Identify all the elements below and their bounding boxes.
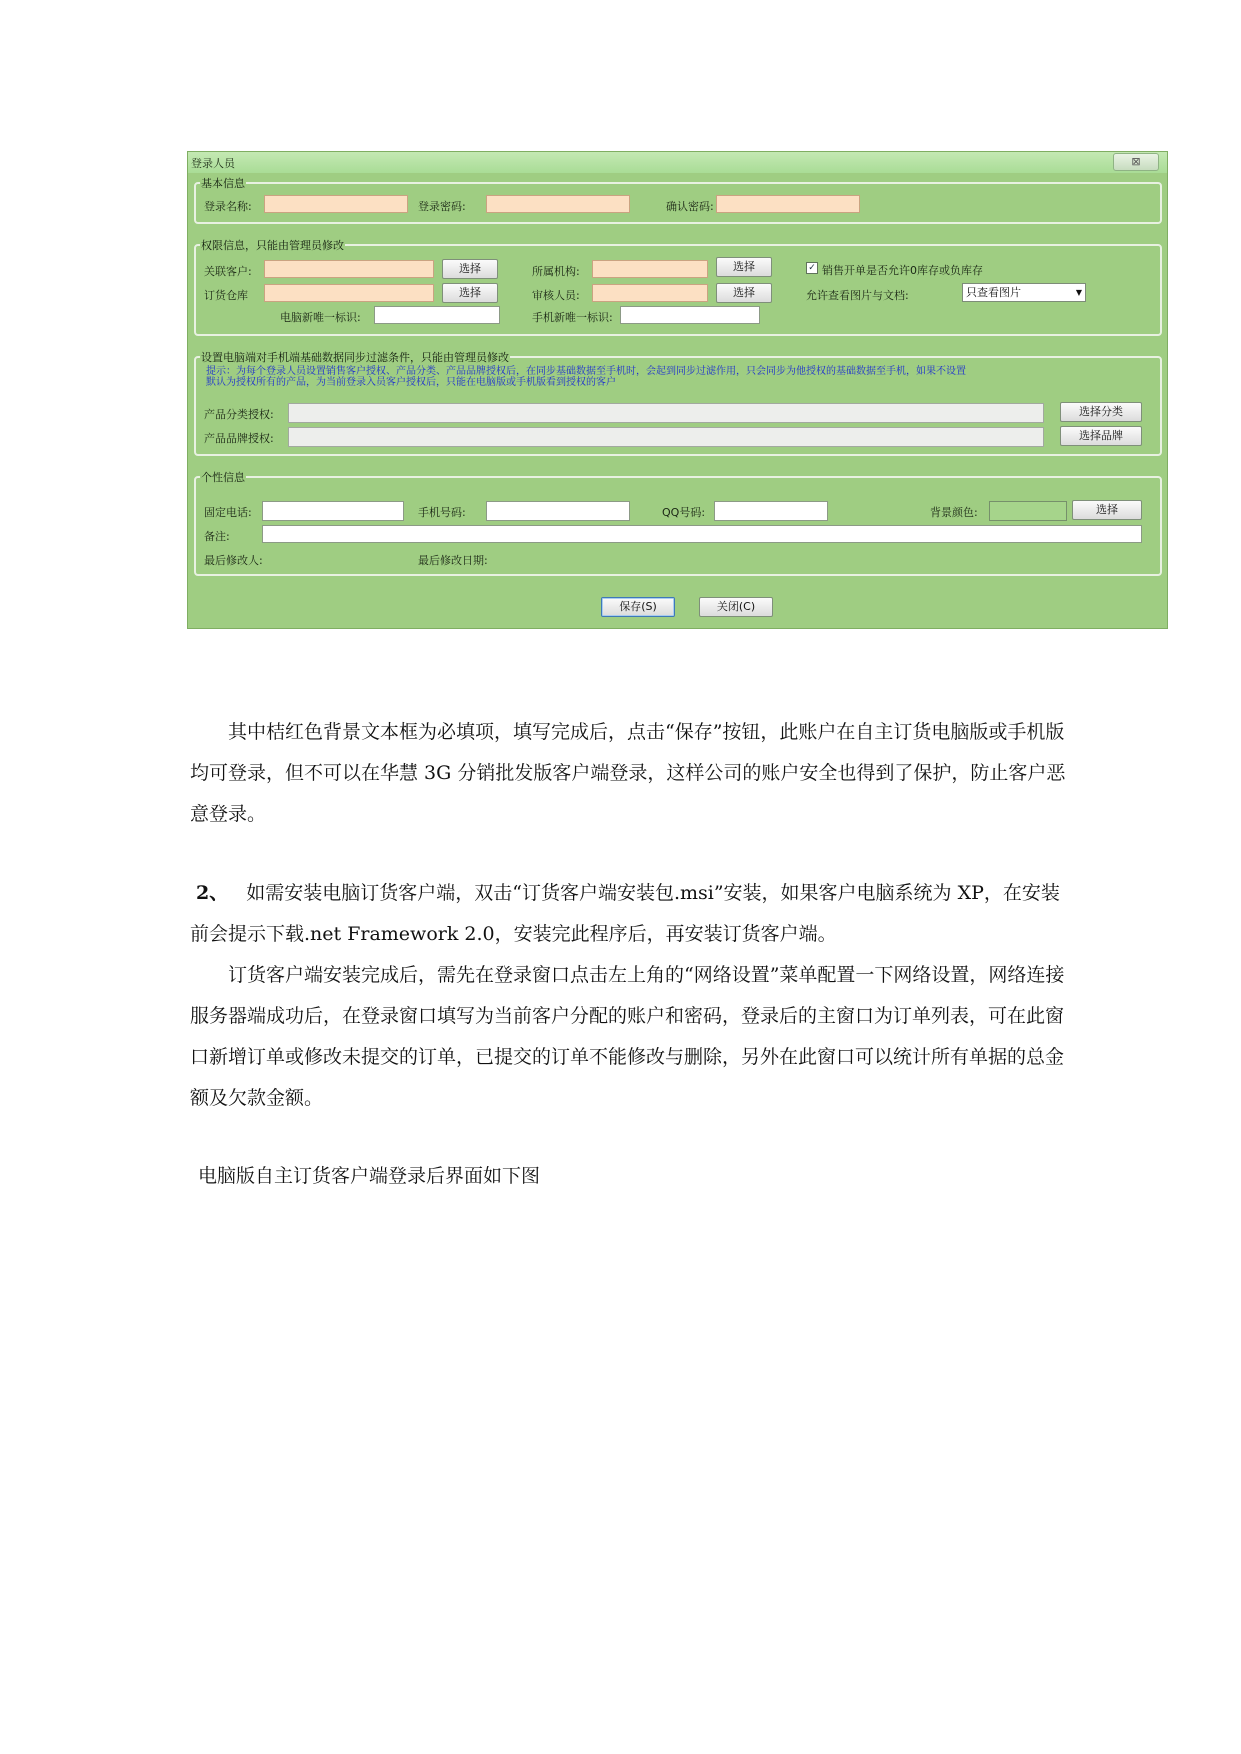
organization-label: 所属机构: bbox=[532, 265, 580, 278]
login-password-input[interactable] bbox=[486, 195, 630, 213]
qq-input[interactable] bbox=[714, 501, 828, 521]
allow-stock-label: 销售开单是否允许0库存或负库存 bbox=[822, 264, 983, 277]
close-button[interactable]: 关闭(C) bbox=[699, 597, 773, 617]
allow-view-label: 允许查看图片与文档: bbox=[806, 289, 909, 302]
mobile-id-input[interactable] bbox=[620, 306, 760, 324]
pc-id-input[interactable] bbox=[374, 306, 500, 324]
basic-info-group bbox=[194, 177, 1162, 224]
chevron-down-icon: ▼ bbox=[1075, 288, 1082, 297]
confirm-password-input[interactable] bbox=[716, 195, 860, 213]
phone-input[interactable] bbox=[262, 501, 404, 521]
view-option-value: 只查看图片 bbox=[966, 286, 1021, 299]
personal-info-title: 个性信息 bbox=[201, 471, 245, 484]
last-modified-date-label: 最后修改日期: bbox=[418, 554, 488, 567]
paragraph-2-text: 如需安装电脑订货客户端，双击“订货客户端安装包.msi”安装，如果客户电脑系统为 XP，在安装前会提示下载.net Framework 2.0，安装完此程序后，再安装订货客户端。 bbox=[190, 882, 1060, 945]
pc-id-label: 电脑新唯一标识: bbox=[280, 311, 361, 324]
sync-tip-line1: 提示：为每个登录人员设置销售客户授权、产品分类、产品品牌授权后，在同步基础数据至手机时，会起到同步过滤作用，只会同步为他授权的基础数据至手机，如果不设置 bbox=[206, 366, 966, 377]
select-reviewer-button[interactable]: 选择 bbox=[716, 283, 772, 303]
note-label: 备注: bbox=[204, 530, 230, 543]
paragraph-required-fields bbox=[190, 712, 1070, 835]
mobile-id-label: 手机新唯一标识: bbox=[532, 311, 613, 324]
confirm-password-label: 确认密码: bbox=[666, 200, 714, 213]
sync-filter-title: 设置电脑端对手机端基础数据同步过滤条件，只能由管理员修改 bbox=[201, 351, 509, 364]
customer-label: 关联客户: bbox=[204, 265, 252, 278]
select-organization-button[interactable]: 选择 bbox=[716, 257, 772, 277]
login-password-label: 登录密码: bbox=[418, 200, 466, 213]
paragraph-2 bbox=[190, 873, 1070, 955]
reviewer-label: 审核人员: bbox=[532, 289, 580, 302]
bg-color-label: 背景颜色: bbox=[930, 506, 978, 519]
organization-input[interactable] bbox=[592, 260, 708, 278]
select-category-button[interactable]: 选择分类 bbox=[1060, 402, 1142, 422]
title-bar bbox=[188, 152, 1167, 173]
select-warehouse-button[interactable]: 选择 bbox=[442, 283, 498, 303]
reviewer-input[interactable] bbox=[592, 284, 708, 302]
phone-label: 固定电话: bbox=[204, 506, 252, 519]
last-modifier-label: 最后修改人: bbox=[204, 554, 263, 567]
bg-color-swatch[interactable] bbox=[989, 501, 1067, 521]
mobile-label: 手机号码: bbox=[418, 506, 466, 519]
permission-title: 权限信息，只能由管理员修改 bbox=[201, 239, 344, 252]
paragraph-3: 订货客户端安装完成后，需先在登录窗口点击左上角的“网络设置”菜单配置一下网络设置，网络连接服务器端成功后，在登录窗口填写为当前客户分配的账户和密码，登录后的主窗口为订单列表，可在此窗口新增订单或修改未提交的订单，已提交的订单不能修改与删除，另外在此窗口可以统计所有单据的总金额及欠款金额。 bbox=[190, 964, 1065, 1109]
warehouse-input[interactable] bbox=[264, 284, 434, 302]
sync-tip-line2: 默认为授权所有的产品，为当前登录入员客户授权后，只能在电脑版或手机版看到授权的客户 bbox=[206, 377, 616, 388]
category-auth-input[interactable] bbox=[288, 403, 1044, 423]
paragraph-install bbox=[190, 873, 1070, 1119]
paragraph-1: 其中桔红色背景文本框为必填项，填写完成后，点击“保存”按钮，此账户在自主订货电脑版或手机版均可登录，但不可以在华慧 3G 分销批发版客户端登录，这样公司的账户安全也得到了保护，防止客户恶意登录。 bbox=[190, 721, 1066, 825]
paragraph-caption bbox=[190, 1156, 1070, 1197]
warehouse-label: 订货仓库 bbox=[204, 289, 248, 302]
mobile-input[interactable] bbox=[486, 501, 630, 521]
brand-auth-label: 产品品牌授权: bbox=[204, 432, 274, 445]
allow-stock-checkbox[interactable]: ✓ bbox=[806, 262, 818, 274]
close-icon[interactable]: ⊠ bbox=[1113, 153, 1159, 171]
personal-info-group bbox=[194, 471, 1162, 576]
select-brand-button[interactable]: 选择品牌 bbox=[1060, 426, 1142, 446]
save-button[interactable]: 保存(S) bbox=[601, 597, 675, 617]
category-auth-label: 产品分类授权: bbox=[204, 408, 274, 421]
dialog-title: 登录人员 bbox=[191, 157, 235, 170]
login-name-input[interactable] bbox=[264, 195, 408, 213]
note-input[interactable] bbox=[262, 525, 1142, 543]
login-user-dialog bbox=[187, 151, 1168, 629]
select-customer-button[interactable]: 选择 bbox=[442, 259, 498, 279]
login-name-label: 登录名称: bbox=[204, 200, 252, 213]
paragraph-4: 电脑版自主订货客户端登录后界面如下图 bbox=[198, 1165, 541, 1187]
permission-group bbox=[194, 239, 1162, 336]
customer-input[interactable] bbox=[264, 260, 434, 278]
sync-filter-group bbox=[194, 351, 1162, 456]
qq-label: QQ号码: bbox=[662, 506, 706, 519]
paragraph-2-number: 2、 bbox=[196, 882, 229, 904]
select-bg-color-button[interactable]: 选择 bbox=[1072, 500, 1142, 520]
brand-auth-input[interactable] bbox=[288, 427, 1044, 447]
basic-info-title: 基本信息 bbox=[201, 177, 245, 190]
view-option-select[interactable] bbox=[962, 283, 1086, 302]
